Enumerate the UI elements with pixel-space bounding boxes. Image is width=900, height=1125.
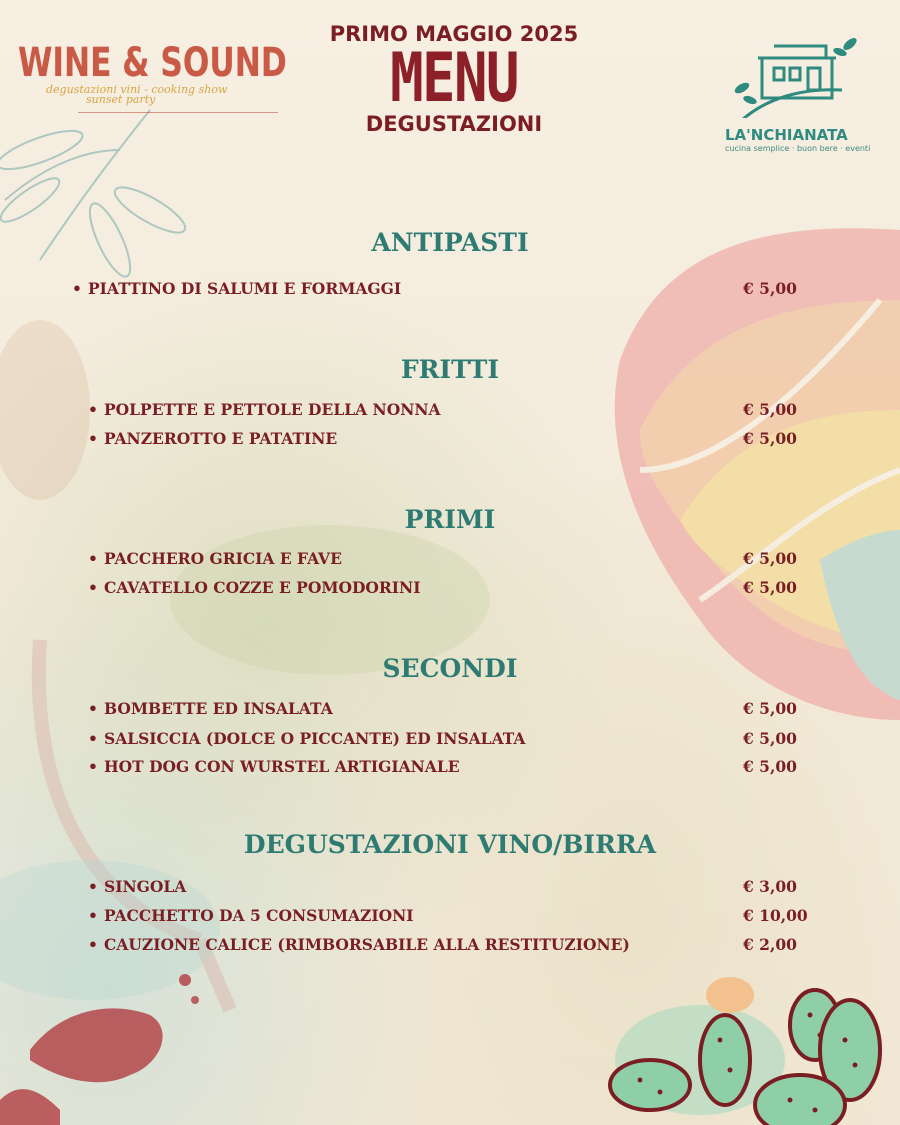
bullet-dot: • — [88, 549, 98, 568]
logo-title: WINE & SOUND — [18, 40, 287, 86]
wine-and-sound-logo — [18, 40, 287, 113]
menu-item-price: € 5,00 — [743, 549, 797, 568]
watercolor-blob — [0, 320, 90, 500]
logo-subtitle: degustazioni vini - cooking show — [46, 83, 228, 96]
menu-item-price: € 5,00 — [743, 757, 797, 776]
bullet-dot: • — [72, 279, 82, 298]
menu-item-price: € 5,00 — [743, 578, 797, 597]
lanchianata-logo — [722, 28, 872, 153]
bullet-dot: • — [88, 400, 98, 419]
page-title: MENU — [390, 39, 518, 118]
section-title-fritti: FRITTI — [400, 355, 500, 384]
menu-item-name: PANZEROTTO E PATATINE — [104, 429, 338, 448]
lanchianata-tagline: cucina semplice · buon bere · eventi — [725, 144, 871, 153]
lanchianata-name: LA'NCHIANATA — [725, 126, 848, 144]
menu-header — [300, 22, 608, 136]
menu-item-name: SALSICCIA (DOLCE O PICCANTE) ED INSALATA — [104, 729, 526, 748]
bullet-dot: • — [88, 429, 98, 448]
menu-item-price: € 10,00 — [743, 906, 808, 925]
menu-item-price: € 5,00 — [743, 699, 797, 718]
menu-item-price: € 3,00 — [743, 877, 797, 896]
menu-item-name: HOT DOG CON WURSTEL ARTIGIANALE — [104, 757, 460, 776]
bullet-dot: • — [88, 877, 98, 896]
section-title-secondi: SECONDI — [382, 654, 518, 683]
menu-item-name: CAUZIONE CALICE (RIMBORSABILE ALLA RESTITUZIONE) — [104, 935, 630, 954]
section-title-primi: PRIMI — [404, 505, 496, 534]
logo-subtitle-2: sunset party — [86, 93, 156, 106]
menu-item-name: CAVATELLO COZZE E POMODORINI — [104, 578, 421, 597]
menu-item-price: € 5,00 — [743, 400, 797, 419]
menu-item-name: POLPETTE E PETTOLE DELLA NONNA — [104, 400, 441, 419]
menu-item-price: € 5,00 — [743, 729, 797, 748]
bullet-dot: • — [88, 729, 98, 748]
page-subtitle: DEGUSTAZIONI — [365, 112, 543, 136]
leaf-illustration — [615, 228, 900, 720]
bullet-dot: • — [88, 699, 98, 718]
logo-underline — [78, 112, 278, 113]
menu-item-price: € 5,00 — [743, 429, 797, 448]
menu-item-name: PACCHETTO DA 5 CONSUMAZIONI — [104, 906, 414, 925]
bullet-dot: • — [88, 935, 98, 954]
menu-item-name: PIATTINO DI SALUMI E FORMAGGI — [88, 279, 402, 298]
prickly-pear-cactus-illustration — [610, 977, 880, 1125]
menu-item-name: SINGOLA — [104, 877, 187, 896]
section-title-degustazioni: DEGUSTAZIONI VINO/BIRRA — [243, 830, 657, 859]
event-date: PRIMO MAGGIO 2025 — [329, 22, 579, 46]
watercolor-blob — [170, 525, 490, 675]
menu-item-name: BOMBETTE ED INSALATA — [104, 699, 333, 718]
menu-item-price: € 2,00 — [743, 935, 797, 954]
bullet-dot: • — [88, 578, 98, 597]
section-title-antipasti: ANTIPASTI — [371, 228, 529, 257]
bullet-dot: • — [88, 757, 98, 776]
menu-item-price: € 5,00 — [743, 279, 797, 298]
bullet-dot: • — [88, 906, 98, 925]
menu-item-name: PACCHERO GRICIA E FAVE — [104, 549, 342, 568]
house-icon — [722, 28, 862, 118]
